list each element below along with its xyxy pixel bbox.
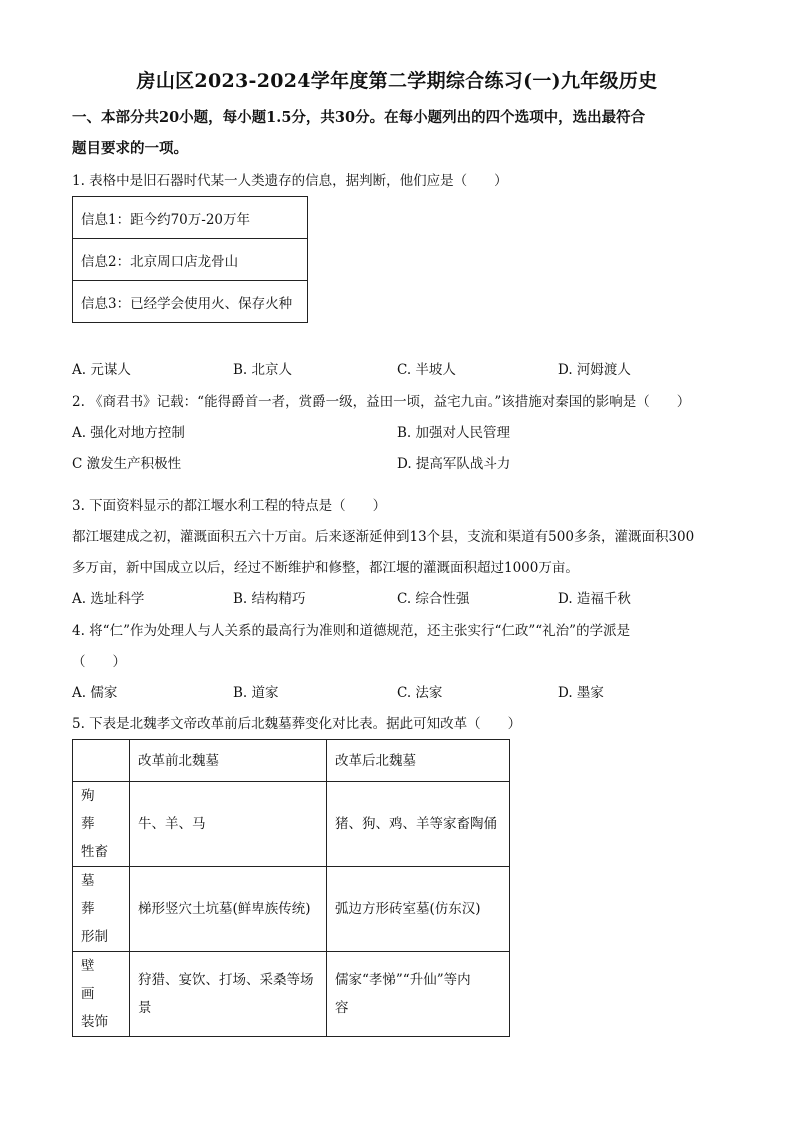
q5-row-label-line-2: 牲畜 — [81, 844, 108, 860]
q2-option-a[interactable]: A. 强化对地方控制 — [72, 425, 185, 441]
q1-info-cell: 信息1：距今约70万-20万年 — [73, 197, 308, 239]
q5-header-before: 改革前北魏墓 — [130, 740, 327, 782]
q5-row-label-line-1: 墓 葬 — [81, 873, 108, 917]
q5-row-label-line-1: 殉 葬 — [81, 788, 108, 832]
q2-stem: 2. 《商君书》记载：“能得爵首一者，赏爵一级，益田一顷，益宅九亩。”该措施对秦国的影响是（ ） — [72, 394, 691, 410]
q5-row-label — [73, 867, 130, 952]
q5-cell-after-line-2: 容 — [335, 1000, 349, 1016]
q2-option-d[interactable]: D. 提高军队战斗力 — [397, 456, 511, 472]
q1-info-table — [72, 196, 308, 323]
q4-stem-line-1: 4. 将“仁”作为处理人与人关系的最高行为准则和道德规范，还主张实行“仁政”“礼治”的学派是 — [72, 623, 631, 639]
section-instructions — [72, 102, 732, 164]
q5-cell-before — [130, 952, 327, 1037]
section-line-1: 一、本部分共20小题，每小题1.5分，共30分。在每小题列出的四个选项中，选出最符合 — [72, 109, 646, 126]
q2-option-c[interactable]: C 激发生产积极性 — [72, 456, 182, 472]
q5-cell-before-line-2: 景 — [138, 1000, 152, 1016]
q5-row-label — [73, 952, 130, 1037]
q1-option-a[interactable]: A. 元谋人 — [72, 362, 131, 378]
q5-comparison-table — [72, 739, 510, 1037]
q5-cell-after: 弧边方形砖室墓(仿东汉) — [327, 867, 510, 952]
q5-cell-after: 猪、狗、鸡、羊等家畜陶俑 — [327, 782, 510, 867]
q1-option-d[interactable]: D. 河姆渡人 — [558, 362, 631, 378]
q5-row-label-line-1: 壁 画 — [81, 958, 108, 1002]
q5-row-label-line-2: 形制 — [81, 929, 108, 945]
q5-cell-before-line-1: 狩猎、宴饮、打场、采桑等场 — [138, 972, 314, 988]
q3-stem: 3. 下面资料显示的都江堰水利工程的特点是（ ） — [72, 498, 387, 514]
q4-option-a[interactable]: A. 儒家 — [72, 685, 118, 701]
q3-option-a[interactable]: A. 选址科学 — [72, 591, 145, 607]
q5-header-after: 改革后北魏墓 — [327, 740, 510, 782]
q1-stem: 1. 表格中是旧石器时代某一人类遗存的信息，据判断，他们应是（ ） — [72, 173, 508, 189]
q3-material-line-2: 多万亩，新中国成立以后，经过不断维护和修整，都江堰的灌溉面积超过1000万亩。 — [72, 560, 579, 576]
q4-option-d[interactable]: D. 墨家 — [558, 685, 604, 701]
page-title: 房山区2023-2024学年度第二学期综合练习(一)九年级历史 — [136, 70, 658, 92]
q5-row-label-line-2: 装饰 — [81, 1014, 108, 1030]
q4-option-b[interactable]: B. 道家 — [233, 685, 279, 701]
q1-option-c[interactable]: C. 半坡人 — [397, 362, 456, 378]
q3-option-d[interactable]: D. 造福千秋 — [558, 591, 631, 607]
q4-stem-line-2: （ ） — [72, 654, 126, 670]
q3-material-line-1: 都江堰建成之初，灌溉面积五六十万亩。后来逐渐延伸到13个县，支流和渠道有500多条，灌溉面积300 — [72, 529, 695, 545]
q3-option-c[interactable]: C. 综合性强 — [397, 591, 470, 607]
q1-option-b[interactable]: B. 北京人 — [233, 362, 293, 378]
q1-info-cell: 信息3：已经学会使用火、保存火种 — [73, 281, 308, 323]
q2-option-b[interactable]: B. 加强对人民管理 — [397, 425, 511, 441]
q5-cell-before: 牛、羊、马 — [130, 782, 327, 867]
q5-cell-after-line-1: 儒家“孝悌”“升仙”等内 — [335, 972, 471, 988]
q5-header-empty — [73, 740, 130, 782]
q5-stem: 5. 下表是北魏孝文帝改革前后北魏墓葬变化对比表。据此可知改革（ ） — [72, 716, 522, 732]
q4-option-c[interactable]: C. 法家 — [397, 685, 443, 701]
q5-cell-after — [327, 952, 510, 1037]
q5-row-label — [73, 782, 130, 867]
q3-option-b[interactable]: B. 结构精巧 — [233, 591, 306, 607]
q1-info-cell: 信息2：北京周口店龙骨山 — [73, 239, 308, 281]
q5-cell-before: 梯形竖穴土坑墓(鲜卑族传统) — [130, 867, 327, 952]
section-line-2: 题目要求的一项。 — [72, 140, 188, 157]
